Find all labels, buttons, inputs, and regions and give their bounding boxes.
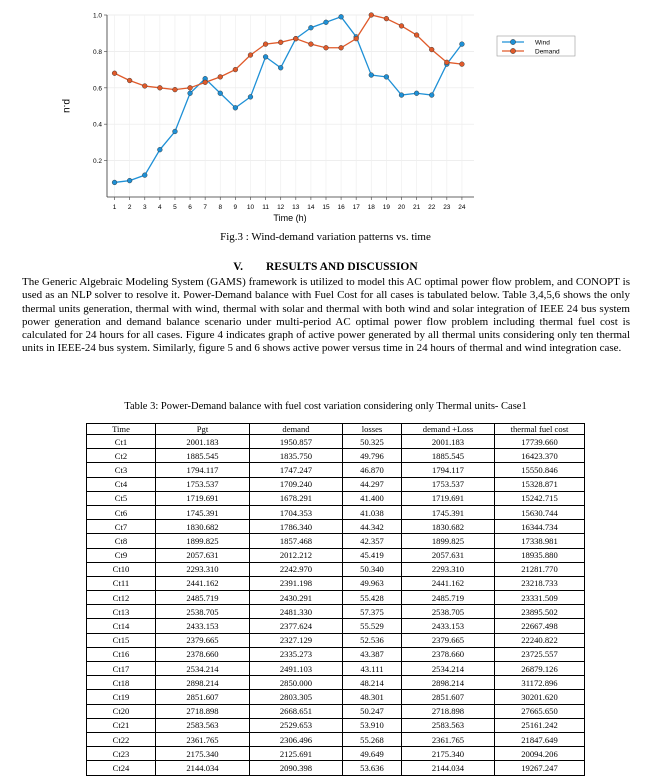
x-tick-label: 13	[292, 204, 300, 211]
data-point-demand	[218, 74, 223, 79]
table-cell: 2391.198	[250, 576, 343, 590]
table-cell: Ct12	[87, 591, 156, 605]
x-tick-label: 23	[443, 204, 451, 211]
table-cell: 15328.871	[495, 477, 585, 491]
x-tick-label: 1	[112, 204, 117, 211]
table-cell: Ct14	[87, 619, 156, 633]
table-cell: 44.297	[343, 477, 402, 491]
table-cell: 1835.750	[250, 449, 343, 463]
table-cell: Ct17	[87, 662, 156, 676]
table-cell: 52.536	[343, 633, 402, 647]
table-cell: 55.268	[343, 732, 402, 746]
table-cell: 2379.665	[156, 633, 250, 647]
table-cell: Ct16	[87, 647, 156, 661]
table-cell: 2379.665	[402, 633, 495, 647]
data-point-demand	[324, 45, 329, 50]
table-cell: Ct6	[87, 505, 156, 519]
data-point-wind	[384, 74, 389, 79]
table-cell: Ct22	[87, 732, 156, 746]
table-row	[87, 505, 585, 519]
x-tick-label: 5	[173, 204, 177, 211]
table-row	[87, 605, 585, 619]
data-point-demand	[339, 45, 344, 50]
table-cell: 49.796	[343, 449, 402, 463]
y-tick-label: 0.4	[92, 121, 102, 129]
x-tick-label: 17	[352, 204, 360, 211]
results-table	[86, 423, 585, 776]
table-cell: 25161.242	[495, 718, 585, 732]
x-tick-label: 21	[412, 204, 421, 211]
x-tick-label: 8	[218, 204, 223, 211]
table-cell: 1704.353	[250, 505, 343, 519]
data-point-demand	[369, 13, 374, 18]
table-cell: 2430.291	[250, 591, 343, 605]
chart-axes	[107, 15, 474, 197]
data-point-wind	[248, 95, 253, 100]
x-tick-label: 2	[127, 204, 132, 211]
table-cell: 2361.765	[402, 732, 495, 746]
table-row	[87, 747, 585, 761]
data-point-demand	[414, 33, 419, 38]
table-cell: 1719.691	[156, 491, 250, 505]
data-point-wind	[324, 20, 329, 25]
data-point-wind	[142, 173, 147, 178]
table-cell: 2718.898	[402, 704, 495, 718]
table-cell: 2898.214	[156, 676, 250, 690]
table-cell: 1794.117	[402, 463, 495, 477]
table-row	[87, 704, 585, 718]
table-cell: 46.870	[343, 463, 402, 477]
table-row	[87, 732, 585, 746]
table-cell: 2898.214	[402, 676, 495, 690]
table-cell: 21281.770	[495, 562, 585, 576]
table-cell: Ct8	[87, 534, 156, 548]
data-point-wind	[339, 14, 344, 19]
table-cell: 1885.545	[402, 449, 495, 463]
y-axis-label: p.u	[61, 99, 72, 113]
table-cell: 1830.682	[156, 520, 250, 534]
data-point-demand	[248, 53, 253, 58]
data-point-demand	[308, 42, 313, 47]
data-point-wind	[157, 147, 162, 152]
table-row	[87, 619, 585, 633]
data-point-wind	[233, 105, 238, 110]
table-cell: 31172.896	[495, 676, 585, 690]
table-row	[87, 690, 585, 704]
table-cell: 20094.206	[495, 747, 585, 761]
table-cell: Ct11	[87, 576, 156, 590]
x-tick-label: 14	[307, 204, 315, 211]
data-point-demand	[157, 85, 162, 90]
table-cell: 55.428	[343, 591, 402, 605]
table-row	[87, 548, 585, 562]
table-cell: 43.111	[343, 662, 402, 676]
table-cell: 2534.214	[156, 662, 250, 676]
x-tick-label: 18	[367, 204, 375, 211]
table-row	[87, 491, 585, 505]
table-cell: 2534.214	[402, 662, 495, 676]
table-cell: 1719.691	[402, 491, 495, 505]
table-cell: Ct7	[87, 520, 156, 534]
table-cell: 57.375	[343, 605, 402, 619]
table-cell: 48.301	[343, 690, 402, 704]
legend-demand-label: Demand	[535, 48, 560, 56]
table-cell: 2361.765	[156, 732, 250, 746]
table-row	[87, 449, 585, 463]
table-cell: 18935.880	[495, 548, 585, 562]
y-tick-label: 1.0	[92, 12, 102, 20]
data-point-wind	[369, 73, 374, 78]
table-cell: Ct13	[87, 605, 156, 619]
table-cell: Ct23	[87, 747, 156, 761]
table-cell: 22667.498	[495, 619, 585, 633]
table-row	[87, 562, 585, 576]
data-point-wind	[188, 91, 193, 96]
data-point-wind	[429, 93, 434, 98]
wind-demand-chart	[0, 0, 651, 232]
data-point-demand	[429, 47, 434, 52]
table-cell: 55.529	[343, 619, 402, 633]
table-cell: 2491.103	[250, 662, 343, 676]
table-cell: 45.419	[343, 548, 402, 562]
table-cell: 17338.981	[495, 534, 585, 548]
table-cell: 23218.733	[495, 576, 585, 590]
table-cell: 1950.857	[250, 435, 343, 449]
table-cell: Ct3	[87, 463, 156, 477]
table-cell: Ct10	[87, 562, 156, 576]
table-row	[87, 647, 585, 661]
table-cell: Ct5	[87, 491, 156, 505]
data-point-wind	[399, 93, 404, 98]
x-tick-label: 10	[246, 204, 255, 211]
chart-series	[112, 13, 464, 185]
x-tick-label: 7	[203, 204, 207, 211]
column-header: demand	[250, 424, 343, 435]
table-cell: Ct19	[87, 690, 156, 704]
table-cell: 19267.247	[495, 761, 585, 775]
table-cell: 2057.631	[156, 548, 250, 562]
table-cell: 2175.340	[156, 747, 250, 761]
table-row	[87, 520, 585, 534]
data-point-demand	[354, 36, 359, 41]
table-cell: 16344.734	[495, 520, 585, 534]
x-tick-label: 11	[262, 204, 269, 211]
table-cell: 2125.691	[250, 747, 343, 761]
data-point-wind	[127, 178, 132, 183]
x-tick-label: 20	[397, 204, 406, 211]
table-cell: 41.400	[343, 491, 402, 505]
table-cell: 2293.310	[402, 562, 495, 576]
column-header: thermal fuel cost	[495, 424, 585, 435]
table-body	[87, 435, 585, 776]
table-cell: Ct9	[87, 548, 156, 562]
data-point-demand	[384, 16, 389, 21]
y-tick-label: 0.2	[92, 158, 102, 166]
table-cell: 22240.822	[495, 633, 585, 647]
column-header: losses	[343, 424, 402, 435]
table-cell: 2668.651	[250, 704, 343, 718]
table-cell: 1899.825	[156, 534, 250, 548]
x-tick-label: 15	[322, 204, 330, 211]
data-point-demand	[112, 71, 117, 76]
data-point-wind	[460, 42, 465, 47]
x-tick-label: 22	[428, 204, 436, 211]
table-cell: 2481.330	[250, 605, 343, 619]
table-cell: 2529.653	[250, 718, 343, 732]
y-tick-label: 0.6	[92, 85, 102, 93]
table-cell: 2433.153	[156, 619, 250, 633]
table-row	[87, 463, 585, 477]
body-paragraph: The Generic Algebraic Modeling System (GAMS) framework is utilized to model this AC optimal power flow problem, and CONOPT is used as an NLP solver to resolve it. Power-Demand balance with Fuel Cost for all cases is tabulated below. Table 3,4,5,6 shows the only thermal units generation, thermal with wind, thermal with solar and thermal with both wind and solar integration of IEEE 24 bus system power generation and demand balance scenario under multi-period AC optimal power flow problem including thermal fuel cost is calculated for 24 hours for all cases. Figure 4 indicates graph of active power generated by all thermal units considering only ten thermal units in IEEE-24 bus system. Similarly, figure 5 and 6 shows active power versus time in 24 hours of thermal and wind integration case.	[22, 276, 630, 355]
table-cell: 23331.509	[495, 591, 585, 605]
table-cell: 2057.631	[402, 548, 495, 562]
table-cell: 50.247	[343, 704, 402, 718]
table-cell: 2293.310	[156, 562, 250, 576]
table-cell: 1899.825	[402, 534, 495, 548]
data-point-wind	[263, 54, 268, 59]
table-cell: Ct1	[87, 435, 156, 449]
table-cell: 1786.340	[250, 520, 343, 534]
table-cell: 2441.162	[156, 576, 250, 590]
x-tick-label: 19	[382, 204, 391, 211]
data-point-demand	[233, 67, 238, 72]
data-point-demand	[399, 24, 404, 29]
table-cell: 2583.563	[402, 718, 495, 732]
table-cell: 15242.715	[495, 491, 585, 505]
table-cell: 2001.183	[402, 435, 495, 449]
table-row	[87, 435, 585, 449]
table-cell: 23725.557	[495, 647, 585, 661]
table-cell: Ct4	[87, 477, 156, 491]
table-cell: 15630.744	[495, 505, 585, 519]
table-cell: Ct24	[87, 761, 156, 775]
table-cell: 1885.545	[156, 449, 250, 463]
table-cell: 17739.660	[495, 435, 585, 449]
series-line-wind	[115, 17, 462, 183]
table-cell: 2851.607	[156, 690, 250, 704]
table-cell: 23895.502	[495, 605, 585, 619]
data-point-demand	[460, 62, 465, 67]
table-cell: 41.038	[343, 505, 402, 519]
data-point-wind	[278, 65, 283, 70]
table-cell: 2175.340	[402, 747, 495, 761]
table-cell: 27665.650	[495, 704, 585, 718]
table-row	[87, 676, 585, 690]
table-cell: 2306.496	[250, 732, 343, 746]
data-point-demand	[127, 78, 132, 83]
table-cell: 42.357	[343, 534, 402, 548]
table-row	[87, 534, 585, 548]
table-header-row	[87, 424, 585, 435]
table-row	[87, 633, 585, 647]
chart-grid	[107, 15, 474, 197]
table-cell: 2485.719	[402, 591, 495, 605]
table-cell: 2378.660	[156, 647, 250, 661]
data-point-demand	[263, 42, 268, 47]
section-heading: V. RESULTS AND DISCUSSION	[233, 261, 418, 273]
table-row	[87, 662, 585, 676]
table-cell: 2433.153	[402, 619, 495, 633]
table-cell: 53.910	[343, 718, 402, 732]
table-cell: 49.963	[343, 576, 402, 590]
table-cell: 2001.183	[156, 435, 250, 449]
data-point-demand	[173, 87, 178, 92]
chart-legend	[497, 36, 575, 56]
table-cell: 1745.391	[402, 505, 495, 519]
data-point-demand	[278, 40, 283, 45]
table-cell: 2144.034	[402, 761, 495, 775]
table-cell: 50.325	[343, 435, 402, 449]
data-point-wind	[414, 91, 419, 96]
table-cell: 2538.705	[156, 605, 250, 619]
table-cell: 2583.563	[156, 718, 250, 732]
table-cell: 49.649	[343, 747, 402, 761]
data-point-demand	[142, 84, 147, 89]
table-cell: Ct2	[87, 449, 156, 463]
table-cell: 48.214	[343, 676, 402, 690]
table-cell: 1709.240	[250, 477, 343, 491]
table-cell: 43.387	[343, 647, 402, 661]
legend-wind-label: Wind	[535, 39, 550, 47]
table-cell: 2377.624	[250, 619, 343, 633]
table-cell: 44.342	[343, 520, 402, 534]
table-cell: 1753.537	[156, 477, 250, 491]
data-point-demand	[188, 85, 193, 90]
table-row	[87, 477, 585, 491]
table-cell: 2538.705	[402, 605, 495, 619]
table-caption: Table 3: Power-Demand balance with fuel cost variation considering only Thermal units- Case1	[124, 401, 527, 412]
table-cell: 16423.370	[495, 449, 585, 463]
table-row	[87, 591, 585, 605]
table-cell: 1830.682	[402, 520, 495, 534]
x-tick-label: 9	[233, 204, 238, 211]
x-tick-label: 3	[142, 204, 147, 211]
column-header: Time	[87, 424, 156, 435]
table-cell: 30201.620	[495, 690, 585, 704]
table-cell: 15550.846	[495, 463, 585, 477]
table-cell: 2335.273	[250, 647, 343, 661]
table-cell: Ct18	[87, 676, 156, 690]
table-cell: 2242.970	[250, 562, 343, 576]
table-cell: 2485.719	[156, 591, 250, 605]
table-cell: 1794.117	[156, 463, 250, 477]
table-cell: Ct21	[87, 718, 156, 732]
table-cell: 21847.649	[495, 732, 585, 746]
data-point-wind	[308, 25, 313, 30]
data-point-demand	[444, 60, 449, 65]
table-cell: Ct20	[87, 704, 156, 718]
data-point-wind	[218, 91, 223, 96]
table-cell: 1857.468	[250, 534, 343, 548]
table-cell: 2803.305	[250, 690, 343, 704]
x-tick-label: 24	[458, 204, 466, 211]
table-cell: 2144.034	[156, 761, 250, 775]
table-cell: 2090.398	[250, 761, 343, 775]
table-cell: 26879.126	[495, 662, 585, 676]
y-tick-label: 0.8	[92, 48, 102, 56]
table-cell: 2378.660	[402, 647, 495, 661]
data-point-wind	[112, 180, 117, 185]
table-cell: 1747.247	[250, 463, 343, 477]
table-cell: 2441.162	[402, 576, 495, 590]
legend-wind-marker	[510, 39, 515, 44]
x-tick-label: 4	[158, 204, 162, 211]
table-row	[87, 718, 585, 732]
figure-caption: Fig.3 : Wind-demand variation patterns vs. time	[220, 231, 431, 243]
table-cell: 53.636	[343, 761, 402, 775]
table-row	[87, 576, 585, 590]
x-tick-label: 6	[188, 204, 192, 211]
table-cell: 1745.391	[156, 505, 250, 519]
data-point-demand	[203, 80, 208, 85]
x-tick-label: 16	[337, 204, 345, 211]
table-cell: 50.340	[343, 562, 402, 576]
table-cell: 2850.000	[250, 676, 343, 690]
table-cell: 2718.898	[156, 704, 250, 718]
x-tick-label: 12	[277, 204, 285, 211]
table-cell: Ct15	[87, 633, 156, 647]
table-cell: 1678.291	[250, 491, 343, 505]
table-cell: 2851.607	[402, 690, 495, 704]
table-cell: 2327.129	[250, 633, 343, 647]
table-cell: 2012.212	[250, 548, 343, 562]
column-header: demand +Loss	[402, 424, 495, 435]
x-axis-label: Time (h)	[273, 213, 307, 223]
column-header: Pgt	[156, 424, 250, 435]
data-point-wind	[173, 129, 178, 134]
table-cell: 1753.537	[402, 477, 495, 491]
legend-demand-marker	[510, 48, 515, 53]
data-point-demand	[293, 36, 298, 41]
